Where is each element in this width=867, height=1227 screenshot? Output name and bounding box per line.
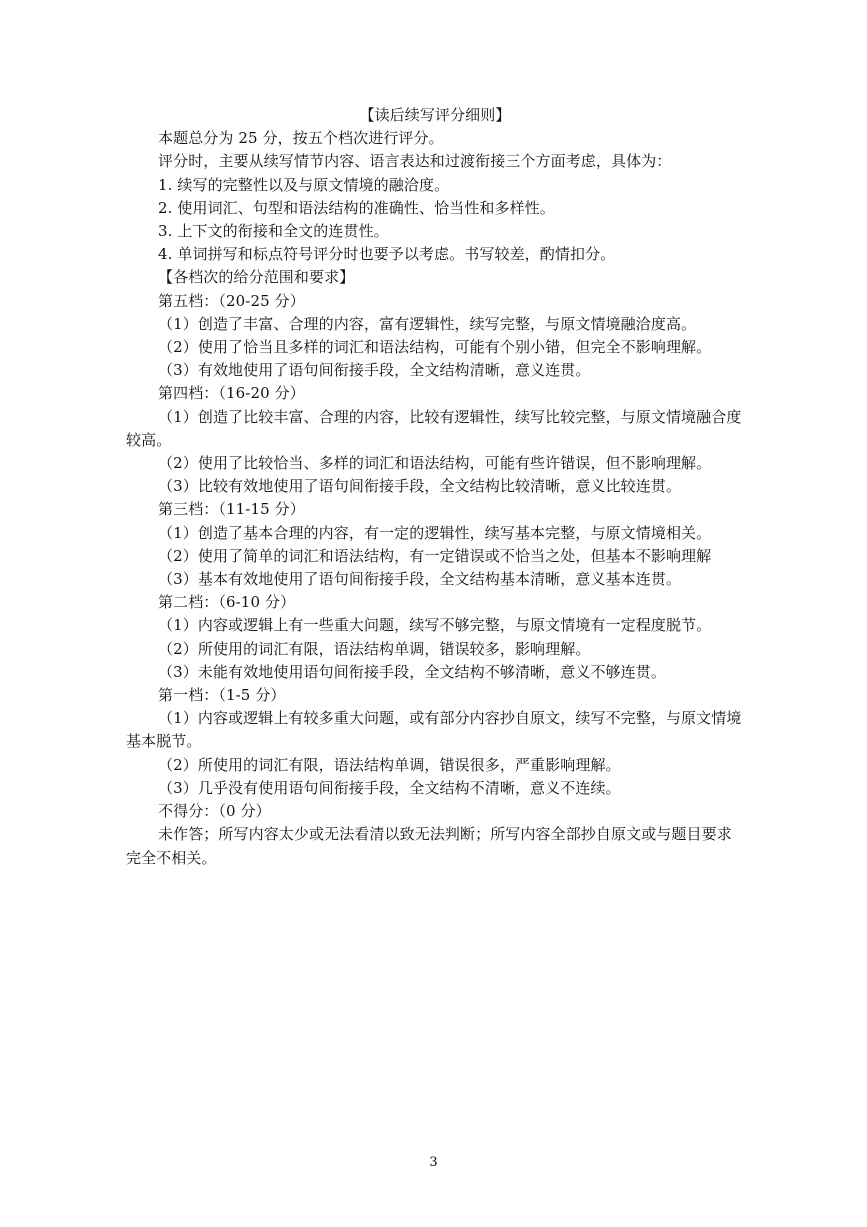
- level-5-label: 第五档：（20-25 分）: [158, 291, 305, 310]
- level-4-item-2: （2）使用了比较恰当、多样的词汇和语法结构，可能有些许错误，但不影响理解。: [158, 454, 712, 473]
- intro-point-4: 4. 单词拼写和标点符号评分时也要予以考虑。书写较差，酌情扣分。: [158, 245, 616, 264]
- zero-score-text: 未作答；所写内容太少或无法看清以致无法判断；所写内容全部抄自原文或与题目要求完全不相关。: [126, 825, 732, 867]
- page-number: 3: [429, 1155, 438, 1170]
- level-1-label: 第一档：（1-5 分）: [158, 686, 286, 705]
- level-4-item-3: （3）比较有效地使用了语句间衔接手段，全文结构比较清晰，意义比较连贯。: [158, 477, 682, 496]
- level-2-item-2: （2）所使用的词汇有限，语法结构单调，错误较多，影响理解。: [158, 639, 591, 658]
- zero-score-label: 不得分：（0 分）: [158, 802, 271, 821]
- level-5-item-1: （1）创造了丰富、合理的内容，富有逻辑性，续写完整，与原文情境融洽度高。: [158, 314, 697, 333]
- intro-point-1: 1. 续写的完整性以及与原文情境的融洽度。: [158, 175, 450, 194]
- section-heading: 【各档次的给分范围和要求】: [158, 268, 355, 287]
- intro-total-score: 本题总分为 25 分，按五个档次进行评分。: [158, 129, 444, 148]
- level-4-label: 第四档：（16-20 分）: [158, 384, 305, 403]
- intro-point-3: 3. 上下文的衔接和全文的连贯性。: [158, 222, 389, 241]
- level-4-item-1: （1）创造了比较丰富、合理的内容，比较有逻辑性，续写比较完整，与原文情境融合度较高。: [126, 407, 742, 449]
- intro-point-2: 2. 使用词汇、句型和语法结构的准确性、恰当性和多样性。: [158, 198, 555, 217]
- level-3-label: 第三档：（11-15 分）: [158, 500, 305, 519]
- level-1-item-3: （3）几乎没有使用语句间衔接手段，全文结构不清晰，意义不连续。: [158, 778, 621, 797]
- level-2-item-3: （3）未能有效地使用语句间衔接手段，全文结构不够清晰，意义不够连贯。: [158, 662, 666, 681]
- level-2-item-1: （1）内容或逻辑上有一些重大问题，续写不够完整，与原文情境有一定程度脱节。: [158, 616, 712, 635]
- level-3-item-3: （3）基本有效地使用了语句间衔接手段，全文结构基本清晰，意义基本连贯。: [158, 570, 682, 589]
- level-3-item-1: （1）创造了基本合理的内容，有一定的逻辑性，续写基本完整，与原文情境相关。: [158, 523, 712, 542]
- level-5-item-2: （2）使用了恰当且多样的词汇和语法结构，可能有个别小错，但完全不影响理解。: [158, 338, 712, 357]
- level-3-item-2: （2）使用了简单的词汇和语法结构，有一定错误或不恰当之处，但基本不影响理解: [158, 546, 712, 565]
- level-2-label: 第二档：（6-10 分）: [158, 593, 296, 612]
- document-title: 【读后续写评分细则】: [359, 106, 511, 124]
- level-1-item-1: （1）内容或逻辑上有较多重大问题，或有部分内容抄自原文，续写不完整，与原文情境基本脱节。: [126, 709, 742, 751]
- document-content: [126, 104, 744, 870]
- level-1-item-2: （2）所使用的词汇有限，语法结构单调，错误很多，严重影响理解。: [158, 755, 621, 774]
- level-5-item-3: （3）有效地使用了语句间衔接手段，全文结构清晰，意义连贯。: [158, 361, 591, 380]
- intro-criteria: 评分时，主要从续写情节内容、语言表达和过渡衔接三个方面考虑，具体为：: [158, 152, 672, 171]
